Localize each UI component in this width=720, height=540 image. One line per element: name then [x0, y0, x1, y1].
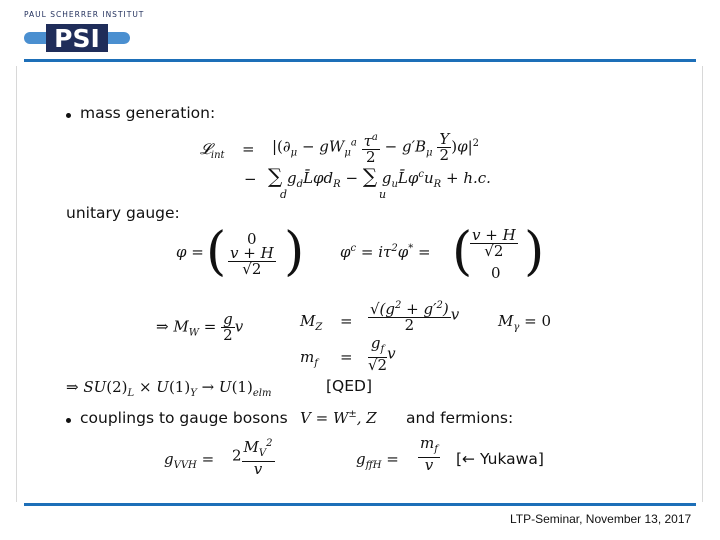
footer-rule [24, 503, 696, 506]
mw-equation: ⇒ $M_W$ = $\frac{g}{2}$ v [156, 310, 244, 344]
gvvh-lhs: $g_{VVH}$ = [164, 450, 215, 471]
symmetry-breaking: ⇒ $SU(2)_L \times U(1)_Y \to U(1)_{elm}$ [66, 378, 272, 399]
yukawa-label: [← Yukawa] [456, 450, 544, 468]
mgamma-equation: $M_\gamma = 0$ [498, 312, 552, 333]
phi-upper-entry: 0 [247, 230, 257, 248]
phi-lhs: φ = [176, 243, 204, 261]
mf-lhs: $m_f$ [300, 348, 318, 369]
phic-lower-entry: 0 [491, 264, 501, 282]
psi-logo-mark [24, 22, 130, 54]
institute-name: PAUL SCHERRER INSTITUT [24, 10, 145, 19]
qed-label: [QED] [326, 377, 373, 395]
mz-lhs: $M_Z$ [300, 312, 323, 333]
gffh-rhs: $\frac{m_f}{v}$ [420, 434, 438, 474]
mf-equals: = [340, 348, 353, 366]
bullet-couplings-math: V = W±, Z [300, 409, 377, 427]
svg-text:PSI: PSI [54, 24, 100, 53]
psi-logo [24, 10, 145, 55]
mf-rhs: $\frac{g_f}{√2}$ v [368, 334, 396, 374]
phi-left-paren: ( [206, 222, 227, 282]
gvvh-rhs: 2 $\frac{M_V^2}{v}$ [232, 438, 273, 478]
bullet-dot [66, 113, 71, 118]
slide-frame-right [702, 66, 703, 502]
bullet-mass-generation: mass generation: [80, 104, 216, 122]
phi-right-paren: ) [284, 222, 305, 282]
bullet-couplings-prefix: couplings to gauge bosons [80, 409, 288, 427]
phic-upper-entry: $\frac{v + H}{√2}$ [472, 226, 516, 260]
phic-left-paren: ( [452, 222, 473, 282]
lagrangian-lhs: 𝓛$_{int}$ [200, 140, 225, 161]
lagrangian-gauge-term: $|(\partial_\mu - gW_\mu^a$ $\frac{\tau^a}{2}$ − $g'B_\mu$ $\frac{Y}{2}$ )$\varphi|^2$ [272, 130, 480, 166]
bullet-dot [66, 418, 71, 423]
footer-text: LTP-Seminar, November 13, 2017 [510, 512, 692, 526]
bullet-couplings-suffix: and fermions: [406, 409, 514, 427]
mz-equals: = [340, 312, 353, 330]
phi-lower-entry: $\frac{v + H}{√2}$ [230, 244, 274, 278]
header-rule [24, 59, 696, 62]
lagrangian-yukawa-term: ∑ $g_dL̄\varphi d_R$ − ∑ $g_uL̄\varphi^cu_R + h.c$. [268, 164, 491, 190]
phic-right-paren: ) [524, 222, 545, 282]
sum-index-u: u [379, 188, 387, 201]
gffh-lhs: $g_{ffH}$ = [356, 450, 399, 471]
equals-sign: = [242, 140, 255, 158]
mz-rhs: $\frac{√(g^2 + g'^2)}{2}$ v [370, 300, 460, 334]
sum-index-d: d [280, 188, 288, 201]
unitary-gauge-label: unitary gauge: [66, 204, 180, 222]
slide-frame-left [16, 66, 17, 502]
phic-lhs: $\varphi^c = i\tau^2\varphi^*$ = [340, 243, 431, 261]
minus-sign: − [244, 170, 257, 188]
